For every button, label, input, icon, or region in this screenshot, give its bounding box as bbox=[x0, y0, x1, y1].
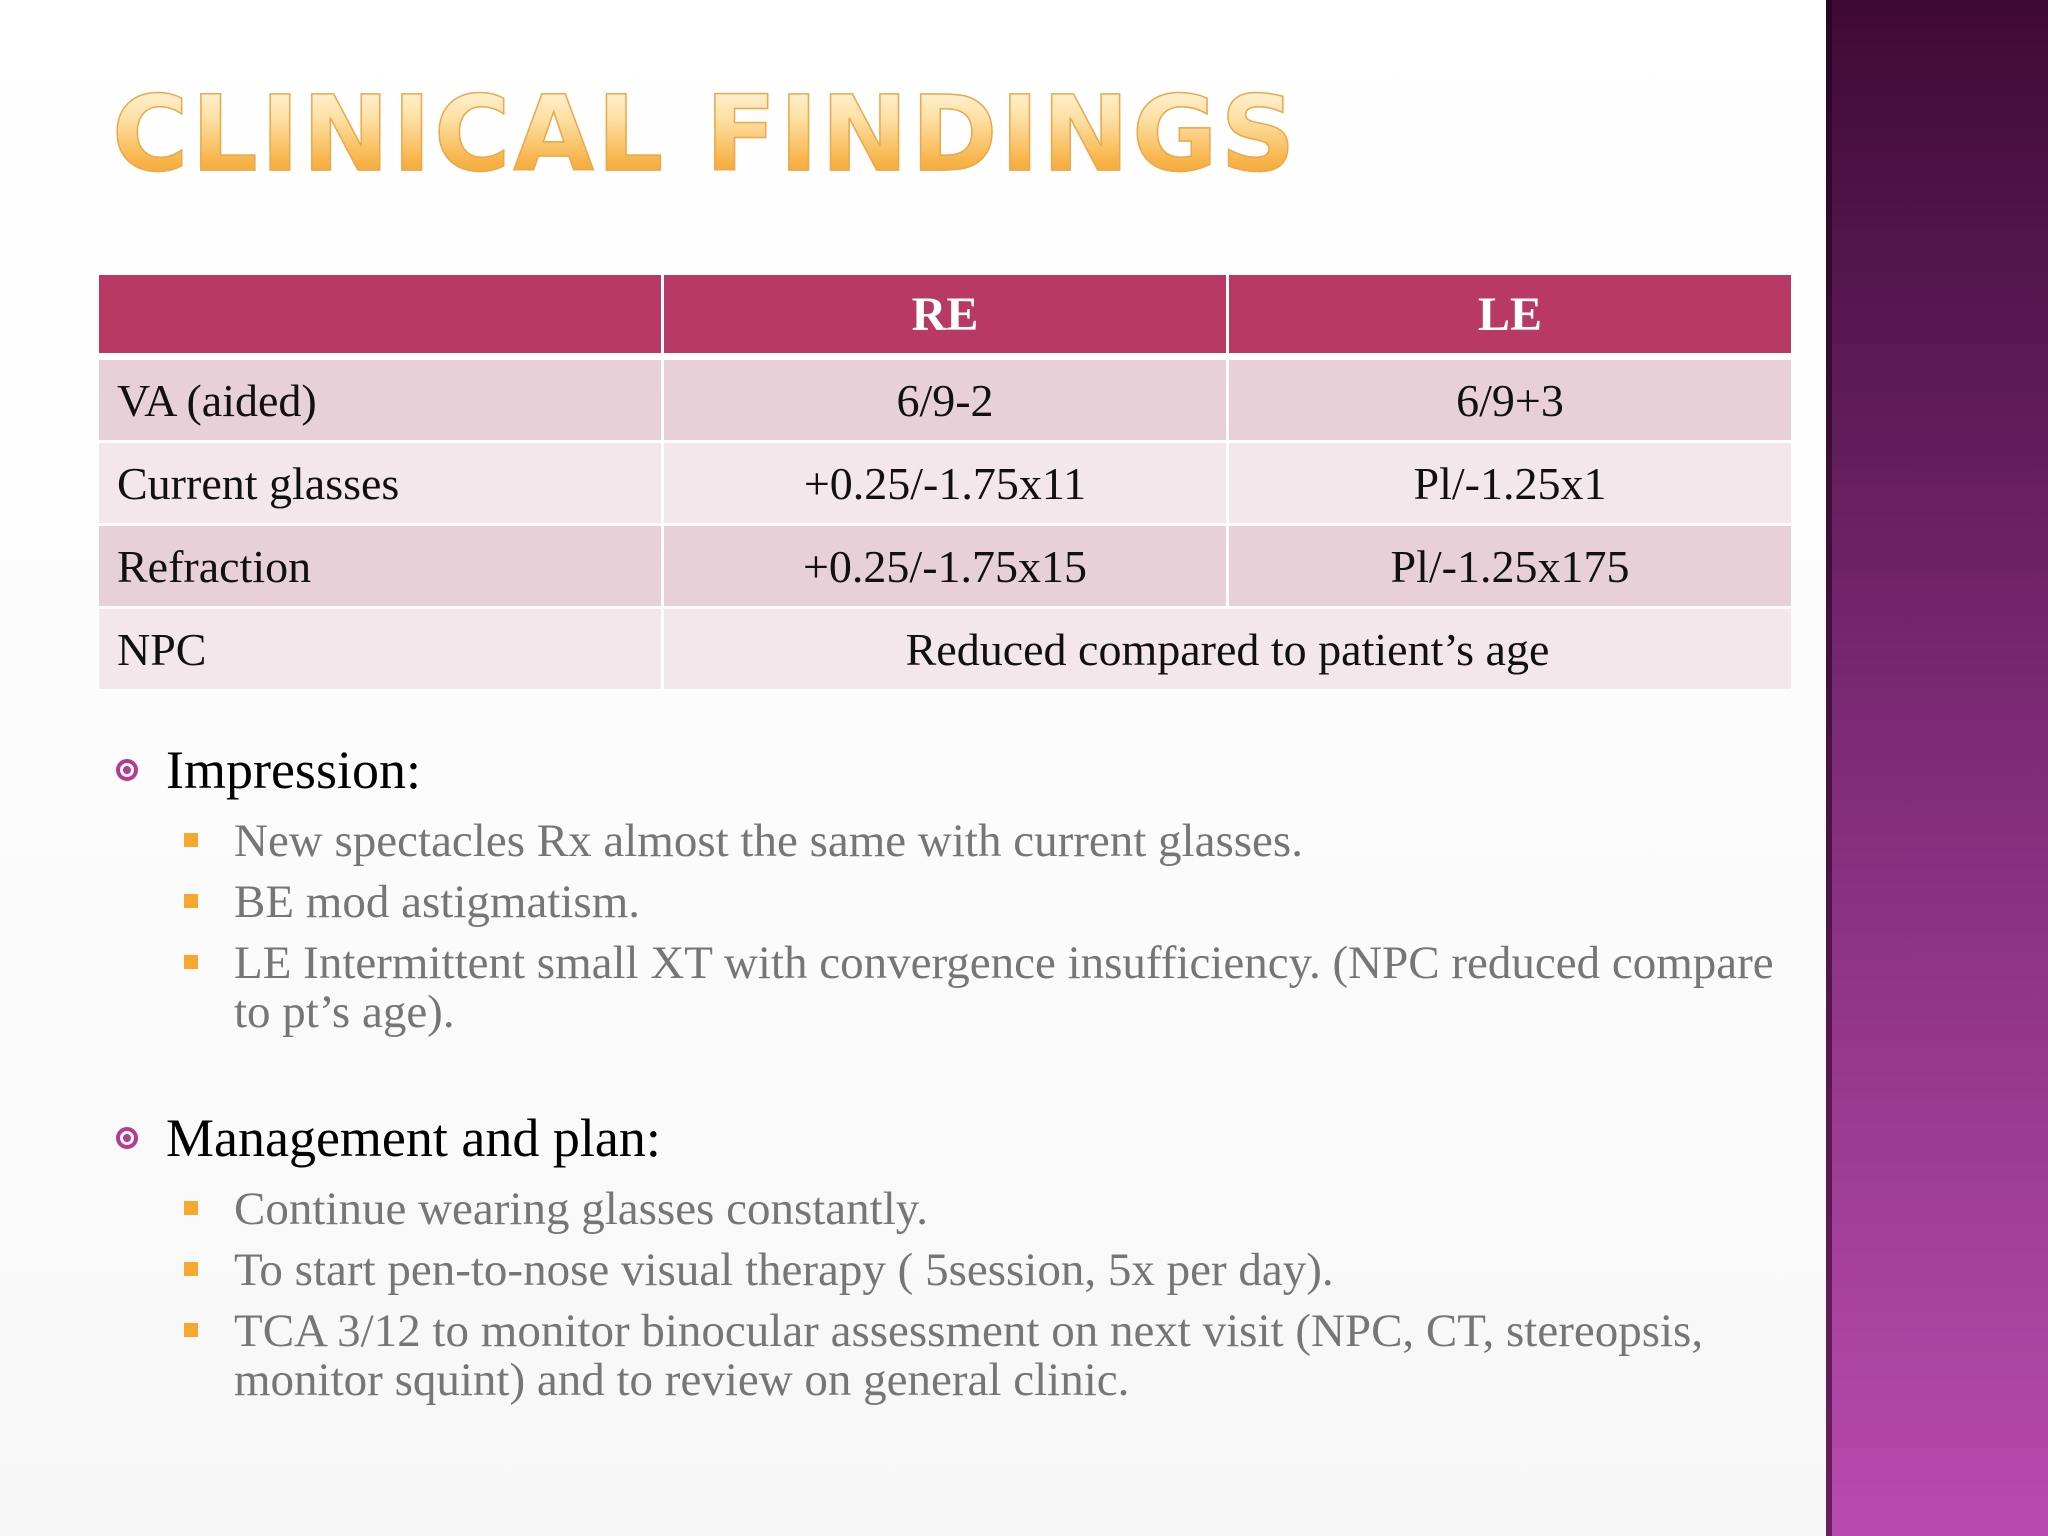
both-eyes-value: Reduced compared to patient’s age bbox=[664, 609, 1791, 689]
list-item-text: LE Intermittent small XT with convergence insufficiency. (NPC reduced compare to pt’s age). bbox=[234, 937, 1774, 1038]
list-item bbox=[184, 1236, 1806, 1295]
orange-square-icon bbox=[184, 1323, 198, 1337]
management-section bbox=[116, 1103, 1806, 1405]
orange-square-icon bbox=[184, 833, 198, 847]
impression-section bbox=[116, 735, 1806, 1037]
management-heading-row bbox=[116, 1103, 1806, 1173]
slide-title: CLINICAL FINDINGS bbox=[112, 73, 1299, 195]
table-row bbox=[99, 526, 1791, 606]
management-list bbox=[116, 1175, 1806, 1405]
list-item bbox=[184, 1175, 1806, 1234]
le-value: Pl/-1.25x1 bbox=[1229, 443, 1791, 523]
header-cell-blank bbox=[99, 275, 661, 357]
row-label: NPC bbox=[99, 609, 661, 689]
re-value: 6/9-2 bbox=[664, 360, 1226, 440]
list-item bbox=[184, 868, 1806, 927]
row-label: VA (aided) bbox=[99, 360, 661, 440]
table-row bbox=[99, 609, 1791, 689]
list-item bbox=[184, 1297, 1806, 1405]
le-value: 6/9+3 bbox=[1229, 360, 1791, 440]
row-label: Refraction bbox=[99, 526, 661, 606]
header-cell-re: RE bbox=[664, 275, 1226, 357]
header-cell-le: LE bbox=[1229, 275, 1791, 357]
list-item bbox=[184, 929, 1806, 1037]
list-item-text: TCA 3/12 to monitor binocular assessment on next visit (NPC, CT, stereopsis, monitor squint) and to review on general clinic. bbox=[234, 1305, 1704, 1406]
target-circle-icon bbox=[116, 1127, 138, 1149]
findings-table bbox=[96, 272, 1794, 692]
orange-square-icon bbox=[184, 1201, 198, 1215]
table-header-row bbox=[99, 275, 1791, 357]
list-item-text: BE mod astigmatism. bbox=[234, 876, 641, 928]
list-item-text: Continue wearing glasses constantly. bbox=[234, 1183, 928, 1235]
impression-heading-row bbox=[116, 735, 1806, 805]
le-value: Pl/-1.25x175 bbox=[1229, 526, 1791, 606]
table-row bbox=[99, 443, 1791, 523]
impression-list bbox=[116, 807, 1806, 1037]
re-value: +0.25/-1.75x15 bbox=[664, 526, 1226, 606]
row-label: Current glasses bbox=[99, 443, 661, 523]
re-value: +0.25/-1.75x11 bbox=[664, 443, 1226, 523]
list-item bbox=[184, 807, 1806, 866]
impression-heading: Impression: bbox=[166, 740, 421, 800]
orange-square-icon bbox=[184, 894, 198, 908]
management-heading: Management and plan: bbox=[166, 1108, 661, 1168]
table-row bbox=[99, 360, 1791, 440]
list-item-text: New spectacles Rx almost the same with current glasses. bbox=[234, 815, 1303, 867]
orange-square-icon bbox=[184, 955, 198, 969]
list-item-text: To start pen-to-nose visual therapy ( 5session, 5x per day). bbox=[234, 1244, 1334, 1296]
target-circle-icon bbox=[116, 759, 138, 781]
decorative-side-band bbox=[1826, 0, 2048, 1536]
bullet-sections bbox=[116, 735, 1806, 1405]
orange-square-icon bbox=[184, 1262, 198, 1276]
